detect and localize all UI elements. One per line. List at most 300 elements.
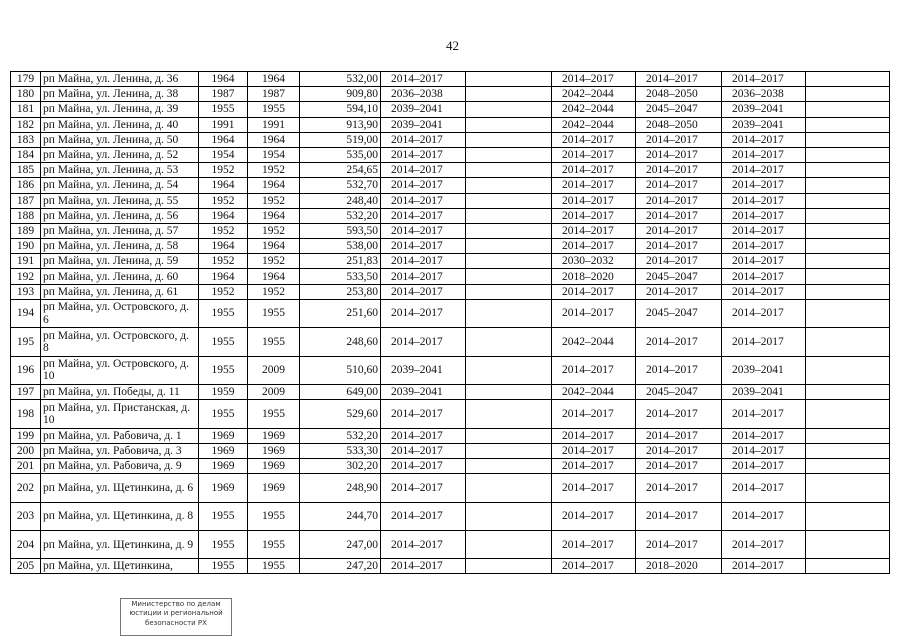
empty-cell bbox=[466, 102, 552, 117]
empty-cell bbox=[806, 284, 890, 299]
year-commissioned-cell: 1991 bbox=[248, 117, 300, 132]
period-cell: 2018–2020 bbox=[552, 269, 636, 284]
area-cell: 649,00 bbox=[300, 384, 381, 399]
year-built-cell: 1955 bbox=[199, 502, 248, 530]
empty-cell bbox=[466, 428, 552, 443]
area-cell: 251,60 bbox=[300, 299, 381, 327]
table-row bbox=[11, 328, 890, 356]
period-cell: 2014–2017 bbox=[552, 458, 636, 473]
period-cell: 2014–2017 bbox=[552, 147, 636, 162]
period-cell: 2014–2017 bbox=[552, 299, 636, 327]
year-built-cell: 1969 bbox=[199, 428, 248, 443]
year-built-cell: 1969 bbox=[199, 474, 248, 502]
period-cell: 2014–2017 bbox=[381, 269, 466, 284]
period-cell: 2014–2017 bbox=[381, 443, 466, 458]
empty-cell bbox=[806, 400, 890, 428]
empty-cell bbox=[806, 132, 890, 147]
period-cell: 2014–2017 bbox=[552, 178, 636, 193]
period-cell: 2039–2041 bbox=[722, 117, 806, 132]
stamp-line: безопасности РХ bbox=[145, 618, 207, 627]
empty-cell bbox=[806, 299, 890, 327]
period-cell: 2014–2017 bbox=[722, 284, 806, 299]
page-number: 42 bbox=[446, 38, 459, 53]
period-cell: 2048–2050 bbox=[636, 117, 722, 132]
period-cell: 2042–2044 bbox=[552, 87, 636, 102]
empty-cell bbox=[806, 458, 890, 473]
period-cell: 2014–2017 bbox=[722, 193, 806, 208]
period-cell: 2030–2032 bbox=[552, 254, 636, 269]
table-row bbox=[11, 117, 890, 132]
table-row bbox=[11, 443, 890, 458]
year-commissioned-cell: 1952 bbox=[248, 284, 300, 299]
year-commissioned-cell: 1955 bbox=[248, 328, 300, 356]
table-row bbox=[11, 428, 890, 443]
empty-cell bbox=[466, 502, 552, 530]
year-built-cell: 1991 bbox=[199, 117, 248, 132]
address-cell: рп Майна, ул. Рабовича, д. 1 bbox=[41, 428, 199, 443]
year-built-cell: 1954 bbox=[199, 147, 248, 162]
area-cell: 529,60 bbox=[300, 400, 381, 428]
row-number: 197 bbox=[11, 384, 41, 399]
period-cell: 2014–2017 bbox=[636, 356, 722, 384]
empty-cell bbox=[466, 208, 552, 223]
period-cell: 2014–2017 bbox=[722, 559, 806, 574]
period-cell: 2039–2041 bbox=[381, 102, 466, 117]
table-row bbox=[11, 400, 890, 428]
empty-cell bbox=[806, 559, 890, 574]
year-commissioned-cell: 1964 bbox=[248, 239, 300, 254]
empty-cell bbox=[806, 208, 890, 223]
empty-cell bbox=[806, 193, 890, 208]
period-cell: 2014–2017 bbox=[722, 163, 806, 178]
address-cell: рп Майна, ул. Ленина, д. 36 bbox=[41, 72, 199, 87]
period-cell: 2014–2017 bbox=[722, 428, 806, 443]
area-cell: 533,30 bbox=[300, 443, 381, 458]
area-cell: 532,00 bbox=[300, 72, 381, 87]
year-built-cell: 1952 bbox=[199, 223, 248, 238]
period-cell: 2014–2017 bbox=[552, 502, 636, 530]
empty-cell bbox=[466, 117, 552, 132]
address-cell: рп Майна, ул. Ленина, д. 40 bbox=[41, 117, 199, 132]
period-cell: 2045–2047 bbox=[636, 102, 722, 117]
year-commissioned-cell: 1955 bbox=[248, 559, 300, 574]
year-commissioned-cell: 1964 bbox=[248, 132, 300, 147]
year-commissioned-cell: 1954 bbox=[248, 147, 300, 162]
period-cell: 2048–2050 bbox=[636, 87, 722, 102]
area-cell: 244,70 bbox=[300, 502, 381, 530]
empty-cell bbox=[466, 559, 552, 574]
address-cell: рп Майна, ул. Ленина, д. 50 bbox=[41, 132, 199, 147]
row-number: 187 bbox=[11, 193, 41, 208]
period-cell: 2014–2017 bbox=[552, 132, 636, 147]
empty-cell bbox=[466, 193, 552, 208]
area-cell: 538,00 bbox=[300, 239, 381, 254]
year-built-cell: 1964 bbox=[199, 239, 248, 254]
year-commissioned-cell: 1987 bbox=[248, 87, 300, 102]
address-cell: рп Майна, ул. Ленина, д. 59 bbox=[41, 254, 199, 269]
year-built-cell: 1969 bbox=[199, 443, 248, 458]
address-cell: рп Майна, ул. Ленина, д. 39 bbox=[41, 102, 199, 117]
year-built-cell: 1955 bbox=[199, 530, 248, 558]
year-built-cell: 1955 bbox=[199, 400, 248, 428]
period-cell: 2014–2017 bbox=[636, 284, 722, 299]
empty-cell bbox=[806, 328, 890, 356]
empty-cell bbox=[806, 87, 890, 102]
period-cell: 2039–2041 bbox=[722, 384, 806, 399]
empty-cell bbox=[806, 254, 890, 269]
year-built-cell: 1969 bbox=[199, 458, 248, 473]
area-cell: 251,83 bbox=[300, 254, 381, 269]
period-cell: 2014–2017 bbox=[636, 223, 722, 238]
period-cell: 2014–2017 bbox=[722, 72, 806, 87]
period-cell: 2014–2017 bbox=[636, 254, 722, 269]
empty-cell bbox=[466, 132, 552, 147]
period-cell: 2014–2017 bbox=[636, 458, 722, 473]
table-row bbox=[11, 102, 890, 117]
empty-cell bbox=[806, 384, 890, 399]
period-cell: 2014–2017 bbox=[552, 163, 636, 178]
period-cell: 2014–2017 bbox=[381, 328, 466, 356]
year-built-cell: 1952 bbox=[199, 193, 248, 208]
period-cell: 2014–2017 bbox=[552, 530, 636, 558]
area-cell: 248,40 bbox=[300, 193, 381, 208]
empty-cell bbox=[806, 474, 890, 502]
area-cell: 532,20 bbox=[300, 428, 381, 443]
empty-cell bbox=[806, 530, 890, 558]
empty-cell bbox=[466, 178, 552, 193]
empty-cell bbox=[806, 117, 890, 132]
period-cell: 2014–2017 bbox=[552, 72, 636, 87]
period-cell: 2014–2017 bbox=[381, 193, 466, 208]
year-built-cell: 1952 bbox=[199, 254, 248, 269]
period-cell: 2014–2017 bbox=[381, 428, 466, 443]
row-number: 202 bbox=[11, 474, 41, 502]
empty-cell bbox=[466, 223, 552, 238]
period-cell: 2014–2017 bbox=[722, 458, 806, 473]
table-row bbox=[11, 384, 890, 399]
year-commissioned-cell: 1969 bbox=[248, 428, 300, 443]
year-commissioned-cell: 1964 bbox=[248, 269, 300, 284]
row-number: 189 bbox=[11, 223, 41, 238]
address-cell: рп Майна, ул. Ленина, д. 38 bbox=[41, 87, 199, 102]
row-number: 205 bbox=[11, 559, 41, 574]
period-cell: 2014–2017 bbox=[636, 239, 722, 254]
period-cell: 2039–2041 bbox=[381, 117, 466, 132]
row-number: 201 bbox=[11, 458, 41, 473]
row-number: 191 bbox=[11, 254, 41, 269]
empty-cell bbox=[466, 163, 552, 178]
period-cell: 2036–2038 bbox=[722, 87, 806, 102]
address-cell: рп Майна, ул. Пристанская, д. 10 bbox=[41, 400, 199, 428]
period-cell: 2014–2017 bbox=[381, 299, 466, 327]
stamp-line: юстиции и региональной bbox=[129, 609, 223, 618]
address-cell: рп Майна, ул. Победы, д. 11 bbox=[41, 384, 199, 399]
period-cell: 2014–2017 bbox=[381, 178, 466, 193]
period-cell: 2014–2017 bbox=[552, 223, 636, 238]
empty-cell bbox=[806, 72, 890, 87]
year-commissioned-cell: 1952 bbox=[248, 223, 300, 238]
period-cell: 2014–2017 bbox=[552, 284, 636, 299]
row-number: 181 bbox=[11, 102, 41, 117]
empty-cell bbox=[806, 502, 890, 530]
address-cell: рп Майна, ул. Островского, д. 6 bbox=[41, 299, 199, 327]
address-cell: рп Майна, ул. Ленина, д. 60 bbox=[41, 269, 199, 284]
address-cell: рп Майна, ул. Рабовича, д. 9 bbox=[41, 458, 199, 473]
period-cell: 2014–2017 bbox=[722, 400, 806, 428]
table-row bbox=[11, 299, 890, 327]
period-cell: 2014–2017 bbox=[381, 132, 466, 147]
ministry-stamp bbox=[120, 598, 232, 636]
period-cell: 2014–2017 bbox=[552, 239, 636, 254]
year-commissioned-cell: 1952 bbox=[248, 193, 300, 208]
period-cell: 2045–2047 bbox=[636, 299, 722, 327]
year-commissioned-cell: 1952 bbox=[248, 163, 300, 178]
year-commissioned-cell: 1969 bbox=[248, 474, 300, 502]
row-number: 186 bbox=[11, 178, 41, 193]
area-cell: 913,90 bbox=[300, 117, 381, 132]
empty-cell bbox=[806, 147, 890, 162]
empty-cell bbox=[466, 400, 552, 428]
period-cell: 2014–2017 bbox=[722, 328, 806, 356]
period-cell: 2014–2017 bbox=[636, 474, 722, 502]
year-commissioned-cell: 2009 bbox=[248, 356, 300, 384]
empty-cell bbox=[466, 356, 552, 384]
year-commissioned-cell: 1969 bbox=[248, 443, 300, 458]
period-cell: 2014–2017 bbox=[381, 239, 466, 254]
address-cell: рп Майна, ул. Ленина, д. 57 bbox=[41, 223, 199, 238]
year-commissioned-cell: 2009 bbox=[248, 384, 300, 399]
empty-cell bbox=[466, 474, 552, 502]
period-cell: 2014–2017 bbox=[636, 328, 722, 356]
period-cell: 2018–2020 bbox=[636, 559, 722, 574]
year-built-cell: 1952 bbox=[199, 163, 248, 178]
row-number: 200 bbox=[11, 443, 41, 458]
period-cell: 2014–2017 bbox=[552, 443, 636, 458]
period-cell: 2014–2017 bbox=[381, 147, 466, 162]
row-number: 204 bbox=[11, 530, 41, 558]
year-built-cell: 1955 bbox=[199, 102, 248, 117]
period-cell: 2014–2017 bbox=[381, 284, 466, 299]
year-built-cell: 1955 bbox=[199, 559, 248, 574]
period-cell: 2014–2017 bbox=[636, 502, 722, 530]
area-cell: 247,20 bbox=[300, 559, 381, 574]
period-cell: 2014–2017 bbox=[636, 428, 722, 443]
row-number: 203 bbox=[11, 502, 41, 530]
period-cell: 2014–2017 bbox=[381, 163, 466, 178]
empty-cell bbox=[466, 284, 552, 299]
period-cell: 2014–2017 bbox=[552, 356, 636, 384]
address-cell: рп Майна, ул. Ленина, д. 55 bbox=[41, 193, 199, 208]
period-cell: 2014–2017 bbox=[552, 208, 636, 223]
period-cell: 2014–2017 bbox=[381, 223, 466, 238]
period-cell: 2014–2017 bbox=[636, 530, 722, 558]
period-cell: 2036–2038 bbox=[381, 87, 466, 102]
address-cell: рп Майна, ул. Ленина, д. 58 bbox=[41, 239, 199, 254]
period-cell: 2014–2017 bbox=[636, 132, 722, 147]
period-cell: 2014–2017 bbox=[636, 147, 722, 162]
table-row bbox=[11, 284, 890, 299]
period-cell: 2042–2044 bbox=[552, 102, 636, 117]
address-cell: рп Майна, ул. Островского, д. 10 bbox=[41, 356, 199, 384]
table-body bbox=[11, 72, 890, 574]
period-cell: 2014–2017 bbox=[636, 72, 722, 87]
table-row bbox=[11, 223, 890, 238]
year-built-cell: 1964 bbox=[199, 208, 248, 223]
area-cell: 248,60 bbox=[300, 328, 381, 356]
table-row bbox=[11, 356, 890, 384]
year-built-cell: 1964 bbox=[199, 178, 248, 193]
row-number: 183 bbox=[11, 132, 41, 147]
period-cell: 2014–2017 bbox=[722, 254, 806, 269]
period-cell: 2014–2017 bbox=[722, 208, 806, 223]
empty-cell bbox=[806, 223, 890, 238]
area-cell: 510,60 bbox=[300, 356, 381, 384]
row-number: 194 bbox=[11, 299, 41, 327]
period-cell: 2014–2017 bbox=[636, 443, 722, 458]
period-cell: 2014–2017 bbox=[722, 502, 806, 530]
table-row bbox=[11, 163, 890, 178]
period-cell: 2014–2017 bbox=[381, 72, 466, 87]
empty-cell bbox=[466, 530, 552, 558]
address-cell: рп Майна, ул. Щетинкина, д. 6 bbox=[41, 474, 199, 502]
period-cell: 2014–2017 bbox=[722, 530, 806, 558]
area-cell: 519,00 bbox=[300, 132, 381, 147]
year-built-cell: 1964 bbox=[199, 72, 248, 87]
year-commissioned-cell: 1952 bbox=[248, 254, 300, 269]
row-number: 193 bbox=[11, 284, 41, 299]
housing-table bbox=[10, 71, 890, 574]
period-cell: 2014–2017 bbox=[636, 400, 722, 428]
table-row bbox=[11, 254, 890, 269]
table-row bbox=[11, 269, 890, 284]
period-cell: 2042–2044 bbox=[552, 117, 636, 132]
period-cell: 2014–2017 bbox=[722, 269, 806, 284]
row-number: 184 bbox=[11, 147, 41, 162]
period-cell: 2014–2017 bbox=[381, 502, 466, 530]
period-cell: 2014–2017 bbox=[552, 559, 636, 574]
row-number: 188 bbox=[11, 208, 41, 223]
period-cell: 2014–2017 bbox=[636, 163, 722, 178]
empty-cell bbox=[806, 178, 890, 193]
empty-cell bbox=[466, 443, 552, 458]
empty-cell bbox=[806, 269, 890, 284]
period-cell: 2039–2041 bbox=[381, 384, 466, 399]
year-commissioned-cell: 1964 bbox=[248, 208, 300, 223]
empty-cell bbox=[466, 299, 552, 327]
address-cell: рп Майна, ул. Ленина, д. 61 bbox=[41, 284, 199, 299]
period-cell: 2014–2017 bbox=[722, 299, 806, 327]
address-cell: рп Майна, ул. Щетинкина, д. 8 bbox=[41, 502, 199, 530]
row-number: 199 bbox=[11, 428, 41, 443]
address-cell: рп Майна, ул. Ленина, д. 52 bbox=[41, 147, 199, 162]
table-row bbox=[11, 178, 890, 193]
period-cell: 2045–2047 bbox=[636, 384, 722, 399]
table-row bbox=[11, 559, 890, 574]
year-built-cell: 1987 bbox=[199, 87, 248, 102]
area-cell: 254,65 bbox=[300, 163, 381, 178]
period-cell: 2014–2017 bbox=[722, 147, 806, 162]
year-built-cell: 1964 bbox=[199, 269, 248, 284]
table-row bbox=[11, 208, 890, 223]
period-cell: 2014–2017 bbox=[381, 208, 466, 223]
empty-cell bbox=[466, 87, 552, 102]
empty-cell bbox=[806, 239, 890, 254]
address-cell: рп Майна, ул. Ленина, д. 54 bbox=[41, 178, 199, 193]
empty-cell bbox=[466, 239, 552, 254]
empty-cell bbox=[806, 428, 890, 443]
empty-cell bbox=[466, 328, 552, 356]
row-number: 179 bbox=[11, 72, 41, 87]
area-cell: 248,90 bbox=[300, 474, 381, 502]
table-row bbox=[11, 147, 890, 162]
year-commissioned-cell: 1969 bbox=[248, 458, 300, 473]
year-commissioned-cell: 1964 bbox=[248, 178, 300, 193]
empty-cell bbox=[466, 254, 552, 269]
period-cell: 2014–2017 bbox=[381, 474, 466, 502]
period-cell: 2014–2017 bbox=[552, 400, 636, 428]
address-cell: рп Майна, ул. Ленина, д. 56 bbox=[41, 208, 199, 223]
row-number: 182 bbox=[11, 117, 41, 132]
empty-cell bbox=[466, 147, 552, 162]
year-commissioned-cell: 1955 bbox=[248, 502, 300, 530]
address-cell: рп Майна, ул. Щетинкина, bbox=[41, 559, 199, 574]
year-commissioned-cell: 1955 bbox=[248, 299, 300, 327]
row-number: 196 bbox=[11, 356, 41, 384]
row-number: 195 bbox=[11, 328, 41, 356]
period-cell: 2014–2017 bbox=[636, 193, 722, 208]
period-cell: 2039–2041 bbox=[722, 102, 806, 117]
table-row bbox=[11, 193, 890, 208]
period-cell: 2014–2017 bbox=[552, 193, 636, 208]
address-cell: рп Майна, ул. Рабовича, д. 3 bbox=[41, 443, 199, 458]
table-row bbox=[11, 502, 890, 530]
period-cell: 2014–2017 bbox=[381, 559, 466, 574]
period-cell: 2039–2041 bbox=[722, 356, 806, 384]
period-cell: 2014–2017 bbox=[381, 458, 466, 473]
year-built-cell: 1952 bbox=[199, 284, 248, 299]
table-row bbox=[11, 530, 890, 558]
row-number: 180 bbox=[11, 87, 41, 102]
address-cell: рп Майна, ул. Островского, д. 8 bbox=[41, 328, 199, 356]
row-number: 198 bbox=[11, 400, 41, 428]
year-commissioned-cell: 1955 bbox=[248, 530, 300, 558]
period-cell: 2014–2017 bbox=[722, 132, 806, 147]
period-cell: 2014–2017 bbox=[722, 178, 806, 193]
period-cell: 2014–2017 bbox=[722, 239, 806, 254]
table-row bbox=[11, 72, 890, 87]
empty-cell bbox=[466, 384, 552, 399]
table-row bbox=[11, 458, 890, 473]
period-cell: 2014–2017 bbox=[552, 428, 636, 443]
empty-cell bbox=[806, 102, 890, 117]
address-cell: рп Майна, ул. Ленина, д. 53 bbox=[41, 163, 199, 178]
period-cell: 2014–2017 bbox=[722, 443, 806, 458]
row-number: 192 bbox=[11, 269, 41, 284]
area-cell: 594,10 bbox=[300, 102, 381, 117]
year-built-cell: 1955 bbox=[199, 328, 248, 356]
period-cell: 2014–2017 bbox=[636, 178, 722, 193]
address-cell: рп Майна, ул. Щетинкина, д. 9 bbox=[41, 530, 199, 558]
area-cell: 533,50 bbox=[300, 269, 381, 284]
area-cell: 247,00 bbox=[300, 530, 381, 558]
period-cell: 2014–2017 bbox=[722, 474, 806, 502]
area-cell: 909,80 bbox=[300, 87, 381, 102]
stamp-line: Министерство по делам bbox=[131, 600, 221, 608]
row-number: 185 bbox=[11, 163, 41, 178]
period-cell: 2014–2017 bbox=[381, 530, 466, 558]
year-commissioned-cell: 1955 bbox=[248, 102, 300, 117]
period-cell: 2039–2041 bbox=[381, 356, 466, 384]
